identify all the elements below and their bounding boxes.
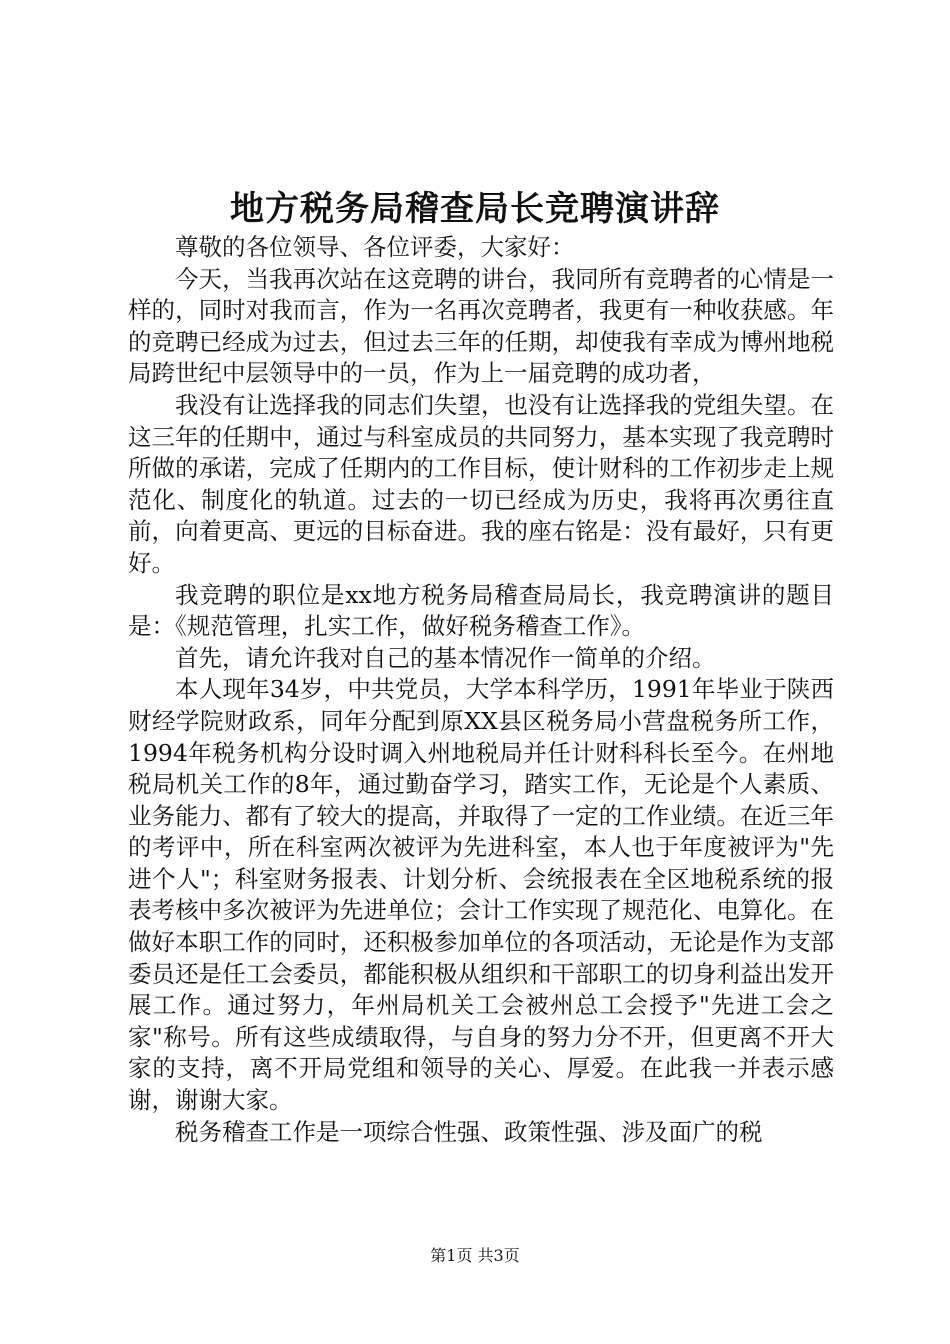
paragraph: 我没有让选择我的同志们失望，也没有让选择我的党组失望。在这三年的任期中，通过与科室成员的共同努力，基本实现了我竞聘时所做的承诺，完成了任期内的工作目标，使计财科的工作初步走上规范化、制度化的轨道。过去的一切已经成为历史，我将再次勇往直前，向着更高、更远的目标奋进。我的座右铭是：没有最好，只有更好。 <box>128 390 834 577</box>
paragraph: 首先，请允许我对自己的基本情况作一简单的介绍。 <box>175 643 716 672</box>
paragraph: 我竞聘的职位是xx地方税务局稽查局局长，我竞聘演讲的题目是：《规范管理，扎实工作，做好税务稽查工作》。 <box>128 580 834 641</box>
paragraph: 本人现年34岁，中共党员，大学本科学历，1991年毕业于陕西财经学院财政系，同年分配到原XX县区税务局小营盘税务所工作，1994年税务机构分设时调入州地税局并任计财科科长至今。在州地税局机关工作的8年，通过勤奋学习，踏实工作，无论是个人素质、业务能力、都有了较大的提高，并取得了一定的工作业绩。在近三年的考评中，所在科室两次被评为先进科室，本人也于年度被评为"先进个人"；科室财务报表、计划分析、会统报表在全区地税系统的报表考核中多次被评为先进单位；会计工作实现了规范化、电算化。在做好本职工作的同时，还积极参加单位的各项活动，无论是作为支部委员还是任工会委员，都能积极从组织和干部职工的切身利益出发开展工作。通过努力，年州局机关工会被州总工会授予"先进工会之家"称号。所有这些成绩取得，与自身的努力分不开，但更离不开大家的支持，离不开局党组和领导的关心、厚爱。在此我一并表示感谢，谢谢大家。 <box>128 675 834 1115</box>
page-footer: 第1页 共3页 <box>430 1246 520 1265</box>
paragraph: 尊敬的各位领导、各位评委，大家好： <box>175 233 575 261</box>
paragraph: 今天，当我再次站在这竞聘的讲台，我同所有竞聘者的心情是一样的，同时对我而言，作为一名再次竞聘者，我更有一种收获感。年的竞聘已经成为过去，但过去三年的任期，却使我有幸成为博州地税局跨世纪中层领导中的一员，作为上一届竞聘的成功者， <box>128 264 834 388</box>
document-body <box>128 232 834 1148</box>
document-title: 地方税务局稽查局长竞聘演讲辞 <box>230 189 720 229</box>
paragraph: 税务稽查工作是一项综合性强、政策性强、涉及面广的税 <box>175 1117 763 1146</box>
